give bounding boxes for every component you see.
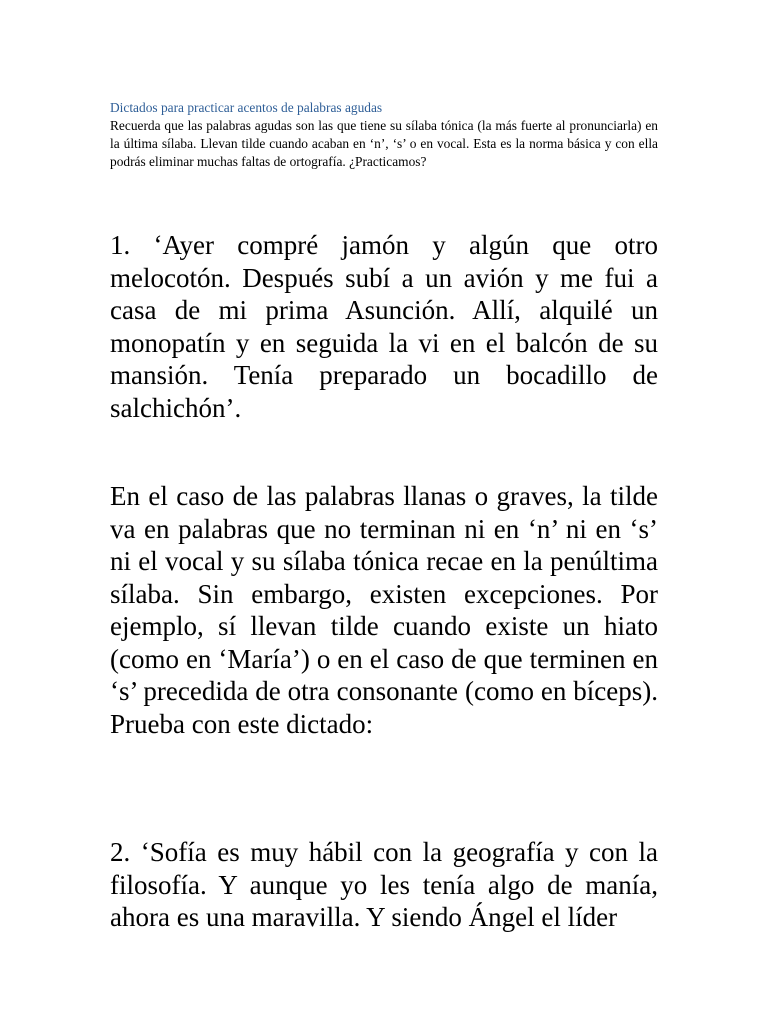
dictation-paragraph-2: 2. ‘Sofía es muy hábil con la geografía y con la filosofía. Y aunque yo les tenía algo de manía, ahora es una maravilla. Y siendo Ángel el líder [110, 837, 658, 932]
document-title: Dictados para practicar acentos de palabras agudas [110, 100, 383, 115]
explanation-paragraph: En el caso de las palabras llanas o graves, la tilde va en palabras que no terminan ni en ‘n’ ni en ‘s’ ni el vocal y su sílaba tónica recae en la penúltima sílaba. Sin embargo, existen excepciones. Por ejemplo, sí llevan tilde cuando existe un hiato (como en ‘María’) o en el caso de que terminen en ‘s’ precedida de otra consonante (como en bíceps). Prueba con este dictado: [110, 481, 658, 739]
intro-paragraph: Recuerda que las palabras agudas son las que tiene su sílaba tónica (la más fuerte al pronunciarla) en la última sílaba. Llevan tilde cuando acaban en ‘n’, ‘s’ o en vocal. Esta es la norma básica y con ella podrás eliminar muchas faltas de ortografía. ¿Practicamos? [110, 118, 658, 169]
intro-block [110, 99, 658, 171]
dictation-paragraph-1: 1. ‘Ayer compré jamón y algún que otro melocotón. Después subí a un avión y me fui a casa de mi prima Asunción. Allí, alquilé un monopatín y en seguida la vi en el balcón de su mansión. Tenía preparado un bocadillo de salchichón’. [110, 230, 658, 423]
